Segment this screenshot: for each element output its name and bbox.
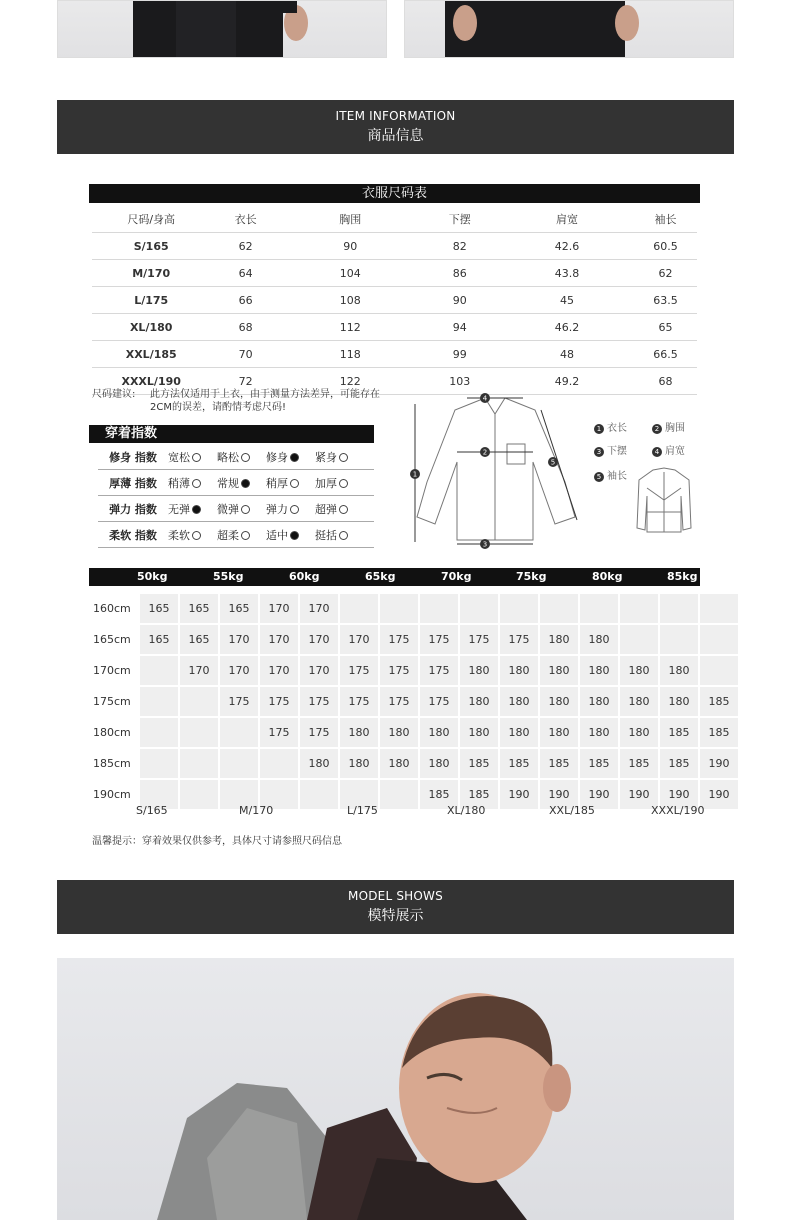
recommendation-cell: 170 (260, 625, 298, 654)
wear-index-row (98, 522, 374, 548)
recommendation-cell (180, 687, 218, 716)
measurement-cell: 60.5 (634, 233, 697, 260)
recommendation-cell: 180 (660, 656, 698, 685)
recommendation-cell: 175 (300, 687, 338, 716)
selected-dot-icon (241, 479, 250, 488)
weight-label: 70kg (441, 570, 472, 583)
item-information-banner (57, 100, 734, 154)
size-label: XXXL/190 (651, 804, 705, 817)
recommendation-cell: 170 (260, 594, 298, 623)
recommendation-cell: 180 (620, 687, 658, 716)
measurement-cell: 63.5 (634, 287, 697, 314)
wear-index-row (98, 470, 374, 496)
selected-dot-icon (192, 505, 201, 514)
wear-index-option (217, 527, 266, 543)
recommendation-cell (540, 594, 578, 623)
measurement-cell: 94 (420, 314, 500, 341)
recommendation-cell (180, 718, 218, 747)
header-cell: 袖长 (634, 206, 697, 233)
wear-index-option (217, 475, 266, 491)
measurement-cell: 90 (281, 233, 420, 260)
wear-index-option (266, 527, 315, 543)
weight-header-bar (89, 568, 700, 586)
wear-index-label: 柔软 指数 (109, 528, 157, 542)
height-label: 160cm (89, 594, 138, 623)
recommendation-cell: 185 (660, 718, 698, 747)
recommendation-cell (220, 718, 258, 747)
recommendation-cell: 175 (460, 625, 498, 654)
size-label-cell: XXL/185 (92, 341, 210, 368)
recommendation-cell: 185 (700, 687, 738, 716)
header-cell: 尺码/身高 (92, 206, 210, 233)
recommendation-cell (700, 594, 738, 623)
recommendation-row (89, 718, 738, 747)
size-chart-row (92, 260, 697, 287)
legend-item-3: 3 下摆 (594, 442, 652, 467)
recommendation-cell: 175 (260, 718, 298, 747)
recommendation-cell (220, 749, 258, 778)
recommendation-cell: 175 (500, 625, 538, 654)
recommendation-cell: 180 (500, 687, 538, 716)
wear-index-option-label: 超柔 (217, 528, 239, 542)
measurement-cell: 68 (210, 314, 280, 341)
selected-dot-icon (290, 453, 299, 462)
weight-label: 85kg (667, 570, 698, 583)
measurement-cell: 112 (281, 314, 420, 341)
measurement-cell: 90 (420, 287, 500, 314)
recommendation-cell: 180 (540, 687, 578, 716)
wear-index-title: 穿着指数 (105, 426, 158, 441)
size-label-cell: S/165 (92, 233, 210, 260)
measurement-cell: 82 (420, 233, 500, 260)
wear-index-option-label: 稍厚 (266, 476, 288, 490)
wear-index-option (168, 449, 217, 465)
size-chart-header-row (92, 206, 697, 233)
measurement-cell: 103 (420, 368, 500, 395)
measurement-cell: 66.5 (634, 341, 697, 368)
recommendation-cell: 190 (500, 780, 538, 809)
recommendation-cell (580, 594, 618, 623)
recommendation-cell: 185 (460, 780, 498, 809)
recommendation-cell: 175 (260, 687, 298, 716)
size-advice-label: 尺码建议: (92, 389, 136, 400)
measurement-cell: 68 (634, 368, 697, 395)
size-label-cell: XXXL/190 (92, 368, 210, 395)
header-cell: 衣长 (210, 206, 280, 233)
recommendation-cell: 190 (660, 780, 698, 809)
size-label: L/175 (347, 804, 378, 817)
recommendation-cell: 175 (340, 687, 378, 716)
recommendation-cell: 180 (500, 656, 538, 685)
wear-index-label: 修身 指数 (109, 450, 157, 464)
banner-title-zh: 商品信息 (367, 128, 424, 144)
size-label-cell: M/170 (92, 260, 210, 287)
recommendation-cell: 175 (420, 687, 458, 716)
empty-circle-icon (290, 479, 299, 488)
recommendation-cell: 180 (660, 687, 698, 716)
measurement-cell: 86 (420, 260, 500, 287)
measurement-cell: 72 (210, 368, 280, 395)
banner-title-en: MODEL SHOWS (348, 889, 443, 903)
recommendation-size-labels (89, 804, 705, 820)
wear-index-option-label: 修身 (266, 450, 288, 464)
weight-label: 80kg (592, 570, 623, 583)
recommendation-cell: 180 (620, 656, 658, 685)
size-label: XL/180 (447, 804, 486, 817)
recommendation-cell (660, 594, 698, 623)
empty-circle-icon (241, 531, 250, 540)
wear-index-option (266, 449, 315, 465)
recommendation-cell: 185 (700, 718, 738, 747)
wear-index-option (168, 527, 217, 543)
wear-index-option-label: 柔软 (168, 528, 190, 542)
wear-index-option-label: 加厚 (315, 476, 337, 490)
measurement-cell: 118 (281, 341, 420, 368)
wear-index-option-label: 无弹 (168, 502, 190, 516)
wear-index-option-label: 微弹 (217, 502, 239, 516)
diagram-marker-2: 2 (482, 448, 488, 457)
recommendation-cell: 175 (420, 625, 458, 654)
height-label: 175cm (89, 687, 138, 716)
recommendation-cell (500, 594, 538, 623)
size-chart-row (92, 314, 697, 341)
measurement-cell: 122 (281, 368, 420, 395)
recommendation-cell: 175 (380, 656, 418, 685)
measurement-cell: 70 (210, 341, 280, 368)
size-chart-title: 衣服尺码表 (361, 186, 427, 201)
recommendation-cell (620, 594, 658, 623)
recommendation-cell: 180 (340, 718, 378, 747)
recommendation-cell (380, 594, 418, 623)
measurement-cell: 43.8 (500, 260, 634, 287)
recommendation-cell: 180 (580, 656, 618, 685)
size-chart-row (92, 341, 697, 368)
wear-index-option-label: 常规 (217, 476, 239, 490)
wear-index-option (217, 449, 266, 465)
recommendation-cell: 185 (580, 749, 618, 778)
legend-item-1: 1 衣长 (594, 419, 652, 442)
wear-index-label: 弹力 指数 (109, 502, 157, 516)
weight-label: 60kg (289, 570, 320, 583)
recommendation-cell: 185 (420, 780, 458, 809)
size-advice (92, 388, 380, 414)
wear-index-option-label: 弹力 (266, 502, 288, 516)
recommendation-cell: 170 (300, 656, 338, 685)
wear-index-option (168, 501, 217, 517)
recommendation-cell: 180 (460, 718, 498, 747)
recommendation-cell: 180 (420, 718, 458, 747)
wear-index-option (168, 475, 217, 491)
shirt-measure-diagram (405, 392, 590, 550)
recommendation-cell (700, 656, 738, 685)
wear-index-row (98, 444, 374, 470)
recommendation-cell: 180 (460, 687, 498, 716)
recommendation-cell (660, 625, 698, 654)
height-label: 185cm (89, 749, 138, 778)
size-label: M/170 (239, 804, 274, 817)
recommendation-cell (140, 749, 178, 778)
recommendation-cell: 170 (220, 656, 258, 685)
measurement-cell: 62 (634, 260, 697, 287)
recommendation-cell: 180 (340, 749, 378, 778)
model-shows-banner (57, 880, 734, 934)
diagram-marker-1: 1 (412, 470, 418, 479)
recommendation-cell: 190 (580, 780, 618, 809)
recommendation-cell: 175 (420, 656, 458, 685)
weight-label: 50kg (137, 570, 168, 583)
wear-index-option (266, 475, 315, 491)
recommendation-cell: 180 (540, 625, 578, 654)
recommendation-cell: 180 (580, 625, 618, 654)
recommendation-cell: 180 (380, 749, 418, 778)
header-cell: 胸围 (281, 206, 420, 233)
recommendation-row (89, 687, 738, 716)
banner-title-zh: 模特展示 (367, 908, 424, 924)
wear-index-option-label: 紧身 (315, 450, 337, 464)
recommendation-row (89, 656, 738, 685)
diagram-marker-5: 5 (550, 458, 556, 467)
height-label: 165cm (89, 625, 138, 654)
banner-title-en: ITEM INFORMATION (335, 109, 456, 123)
legend-item-2: 2 胸围 (652, 419, 685, 442)
size-label: S/165 (136, 804, 168, 817)
wear-index-option (315, 449, 364, 465)
wear-index-option (217, 501, 266, 517)
empty-circle-icon (339, 531, 348, 540)
measurement-cell: 64 (210, 260, 280, 287)
empty-circle-icon (339, 479, 348, 488)
recommendation-cell: 180 (580, 718, 618, 747)
measurement-cell: 46.2 (500, 314, 634, 341)
wear-index-option-label: 稍薄 (168, 476, 190, 490)
model-portrait-image (57, 958, 734, 1220)
empty-circle-icon (241, 453, 250, 462)
weight-label: 65kg (365, 570, 396, 583)
height-label: 180cm (89, 718, 138, 747)
recommendation-cell: 165 (140, 625, 178, 654)
recommendation-cell: 165 (180, 594, 218, 623)
product-photo-left (57, 0, 387, 58)
recommendation-cell (140, 718, 178, 747)
recommendation-cell: 165 (220, 594, 258, 623)
measurement-cell: 48 (500, 341, 634, 368)
recommendation-cell: 175 (380, 687, 418, 716)
empty-circle-icon (290, 505, 299, 514)
size-advice-line1: 此方法仅适用于上衣，由于测量方法差异，可能存在 (150, 389, 380, 400)
size-label-cell: L/175 (92, 287, 210, 314)
recommendation-row (89, 594, 738, 623)
recommendation-cell: 180 (540, 718, 578, 747)
recommendation-cell: 170 (180, 656, 218, 685)
empty-circle-icon (339, 505, 348, 514)
recommendation-cell (260, 749, 298, 778)
wear-index-row (98, 496, 374, 522)
recommendation-cell: 180 (460, 656, 498, 685)
wear-index-option-label: 超弹 (315, 502, 337, 516)
measurement-cell: 65 (634, 314, 697, 341)
recommendation-row (89, 749, 738, 778)
empty-circle-icon (192, 531, 201, 540)
wear-index-label: 厚薄 指数 (109, 476, 157, 490)
recommendation-cell: 165 (180, 625, 218, 654)
legend-item-4: 4 肩宽 (652, 442, 685, 467)
recommendation-cell: 170 (220, 625, 258, 654)
size-recommendation-table (87, 592, 740, 811)
recommendation-cell: 185 (500, 749, 538, 778)
selected-dot-icon (290, 531, 299, 540)
fit-tip: 温馨提示：穿着效果仅供参考，具体尺寸请参照尺码信息 (92, 836, 342, 847)
recommendation-cell (180, 749, 218, 778)
recommendation-cell: 185 (540, 749, 578, 778)
height-label: 170cm (89, 656, 138, 685)
recommendation-cell: 190 (620, 780, 658, 809)
size-chart-title-bar (89, 184, 700, 203)
recommendation-cell (620, 625, 658, 654)
header-cell: 肩宽 (500, 206, 634, 233)
empty-circle-icon (192, 453, 201, 462)
wear-index-option (315, 501, 364, 517)
measurement-cell: 62 (210, 233, 280, 260)
recommendation-row (89, 625, 738, 654)
recommendation-cell: 190 (700, 749, 738, 778)
size-chart-row (92, 233, 697, 260)
measurement-cell: 104 (281, 260, 420, 287)
model-jeans-image-right (405, 1, 733, 57)
wear-index-option (266, 501, 315, 517)
recommendation-cell: 180 (580, 687, 618, 716)
diagram-marker-4: 4 (482, 394, 488, 403)
height-label: 190cm (89, 780, 138, 809)
size-chart-row (92, 287, 697, 314)
recommendation-cell: 190 (700, 780, 738, 809)
wear-index-option (315, 527, 364, 543)
recommendation-cell (420, 594, 458, 623)
model-photo (57, 958, 734, 1220)
wear-index-option-label: 略松 (217, 450, 239, 464)
recommendation-cell: 170 (340, 625, 378, 654)
recommendation-cell: 185 (660, 749, 698, 778)
measurement-cell: 66 (210, 287, 280, 314)
size-label: XXL/185 (549, 804, 595, 817)
recommendation-cell: 180 (380, 718, 418, 747)
measurement-cell: 49.2 (500, 368, 634, 395)
recommendation-cell (340, 594, 378, 623)
recommendation-cell: 180 (620, 718, 658, 747)
recommendation-cell (700, 625, 738, 654)
recommendation-cell: 185 (460, 749, 498, 778)
measurement-cell: 45 (500, 287, 634, 314)
product-photo-right (404, 0, 734, 58)
size-advice-line2: 2CM的误差，请酌情考虑尺码! (150, 402, 286, 413)
recommendation-cell (140, 687, 178, 716)
wear-index-table (98, 444, 374, 548)
jacket-thumbnail-icon (635, 466, 693, 534)
empty-circle-icon (192, 479, 201, 488)
wear-index-option-label: 适中 (266, 528, 288, 542)
size-label-cell: XL/180 (92, 314, 210, 341)
header-cell: 下摆 (420, 206, 500, 233)
wear-index-title-bar (89, 425, 374, 443)
recommendation-cell: 175 (300, 718, 338, 747)
wear-index-option-label: 宽松 (168, 450, 190, 464)
recommendation-cell: 175 (220, 687, 258, 716)
recommendation-cell: 170 (260, 656, 298, 685)
recommendation-cell: 170 (300, 625, 338, 654)
recommendation-cell (460, 594, 498, 623)
wear-index-option (315, 475, 364, 491)
recommendation-cell: 180 (540, 656, 578, 685)
wear-index-option-label: 挺括 (315, 528, 337, 542)
recommendation-cell: 165 (140, 594, 178, 623)
recommendation-cell: 185 (620, 749, 658, 778)
measurement-cell: 99 (420, 341, 500, 368)
weight-label: 75kg (516, 570, 547, 583)
size-chart-table (92, 206, 697, 395)
diagram-marker-3: 3 (482, 540, 488, 549)
recommendation-cell: 180 (300, 749, 338, 778)
recommendation-cell: 180 (420, 749, 458, 778)
recommendation-cell (140, 656, 178, 685)
recommendation-cell: 175 (340, 656, 378, 685)
legend-item-5: 5 袖长 (594, 467, 627, 482)
recommendation-cell: 175 (380, 625, 418, 654)
recommendation-cell: 170 (300, 594, 338, 623)
measurement-cell: 108 (281, 287, 420, 314)
recommendation-cell: 190 (540, 780, 578, 809)
weight-label: 55kg (213, 570, 244, 583)
model-jeans-image-left (58, 1, 386, 57)
recommendation-cell: 180 (500, 718, 538, 747)
empty-circle-icon (241, 505, 250, 514)
empty-circle-icon (339, 453, 348, 462)
measurement-cell: 42.6 (500, 233, 634, 260)
